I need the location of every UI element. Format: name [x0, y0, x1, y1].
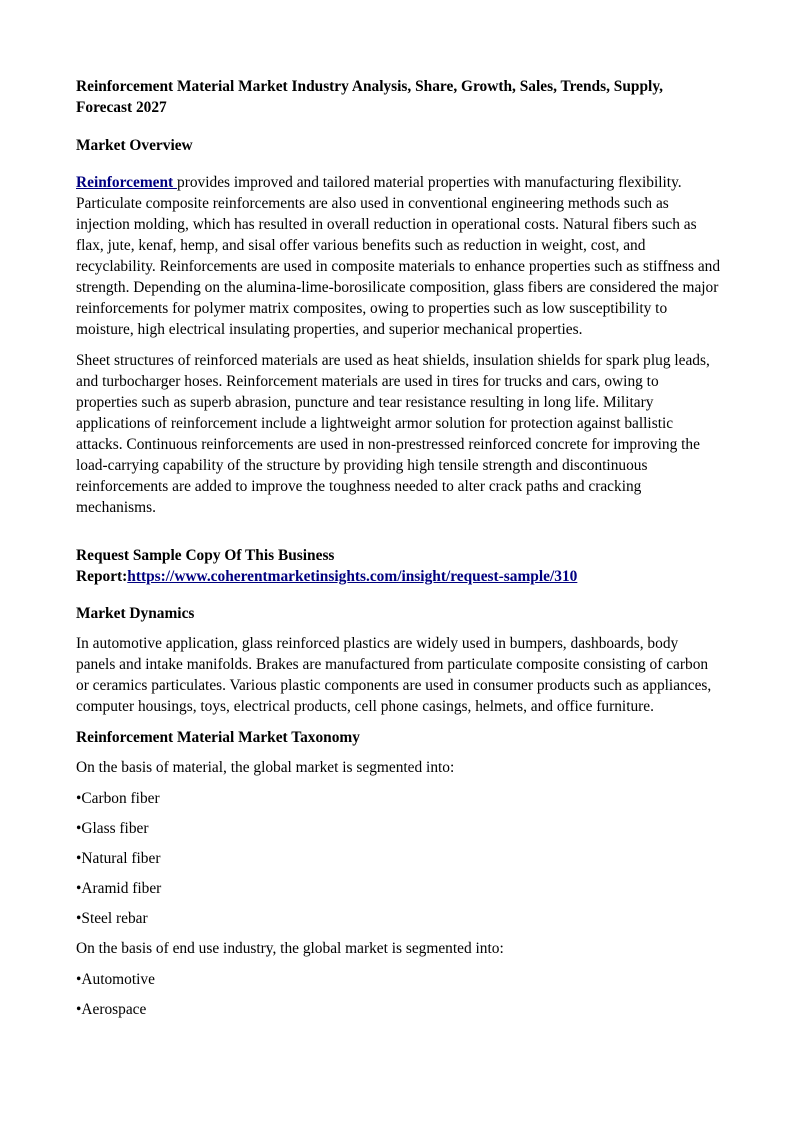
market-dynamics-heading: Market Dynamics — [76, 605, 195, 622]
list-item: •Automotive — [76, 971, 155, 988]
list-item: •Natural fiber — [76, 850, 161, 867]
overview-paragraph-2: Sheet structures of reinforced materials are used as heat shields, insulation shields for spark plug leads, and turbocharger hoses. Reinforcement materials are used in tires for trucks and cars, owing to properties such as superb abrasion, puncture and tear resistance resulting in long life. Military applications of reinforcement include a lightweight armor solution for protection against ballistic attacks. Continuous reinforcements are used in non-prestressed reinforced concrete for improving the load-carrying capability of the structure by providing high tensile strength and discontinuous reinforcements are added to improve the toughness needed to alter crack paths and cracking mechanisms. — [76, 352, 710, 516]
list-item: •Steel rebar — [76, 910, 148, 927]
market-overview-heading: Market Overview — [76, 137, 193, 154]
reinforcement-link[interactable]: Reinforcement — [76, 174, 178, 191]
list-item: •Carbon fiber — [76, 790, 160, 807]
request-sample-link[interactable]: https://www.coherentmarketinsights.com/insight/request-sample/310 — [127, 568, 578, 585]
list-item: •Aerospace — [76, 1001, 147, 1018]
material-intro: On the basis of material, the global market is segmented into: — [76, 759, 455, 776]
overview-paragraph-1-text: provides improved and tailored material properties with manufacturing flexibility. Particulate composite reinforcements are also used in conventional engineering methods such as injection molding, which has resulted in overall reduction in operational costs. Natural fibers such as flax, jute, kenaf, hemp, and sisal offer various benefits such as reduction in weight, cost, and recyclability. Reinforcements are used in composite materials to enhance properties such as stiffness and strength. Depending on the alumina-lime-borosilicate composition, glass fibers are considered the major reinforcements for polymer matrix composites, owing to properties such as low susceptibility to moisture, high electrical insulating properties, and superior mechanical properties. — [76, 174, 721, 338]
enduse-list — [76, 969, 721, 1020]
taxonomy-heading: Reinforcement Material Market Taxonomy — [76, 729, 360, 746]
list-item: •Glass fiber — [76, 820, 149, 837]
enduse-intro: On the basis of end use industry, the global market is segmented into: — [76, 940, 504, 957]
request-sample-block — [76, 545, 721, 587]
material-list — [76, 788, 721, 929]
document-title: Reinforcement Material Market Industry Analysis, Share, Growth, Sales, Trends, Supply, Forecast 2027 — [76, 78, 664, 116]
list-item: •Aramid fiber — [76, 880, 162, 897]
request-sample-label: Request Sample Copy Of This Business Report: — [76, 547, 335, 585]
dynamics-paragraph: In automotive application, glass reinforced plastics are widely used in bumpers, dashboards, body panels and intake manifolds. Brakes are manufactured from particulate composite consisting of carbon or ceramics particulates. Various plastic components are used in consumer products such as appliances, computer housings, toys, electrical products, cell phone casings, helmets, and office furniture. — [76, 635, 712, 715]
document-page — [76, 76, 721, 1029]
overview-paragraph-1 — [76, 172, 721, 340]
